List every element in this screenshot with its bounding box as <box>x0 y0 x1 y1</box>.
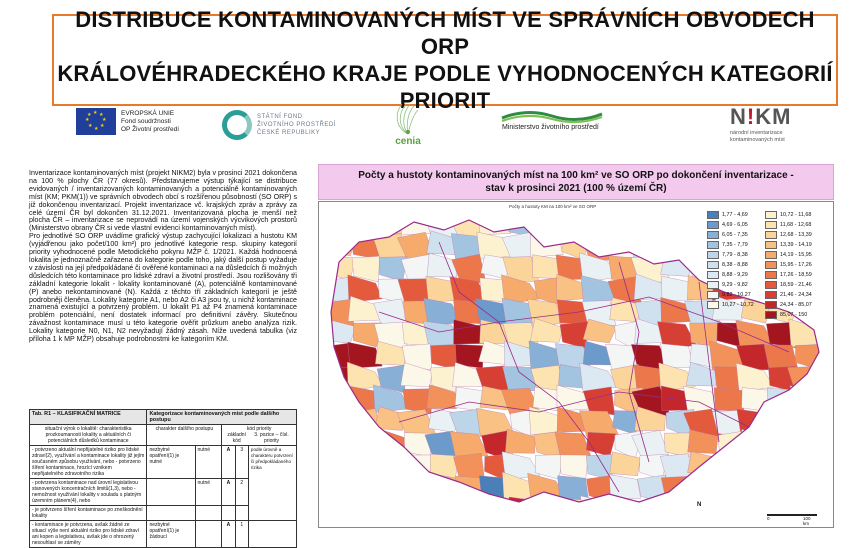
orp-region <box>530 230 563 257</box>
orp-region <box>431 344 459 369</box>
legend-left-swatch <box>707 291 719 299</box>
title-line-1: DISTRIBUCE KONTAMINOVANÝCH MÍST VE SPRÁVNÍCH OBVODECH ORP <box>75 7 815 59</box>
legend-right-label: 17,26 - 18,59 <box>780 272 812 278</box>
intro-text <box>29 170 297 410</box>
legend-left-swatch <box>707 301 719 309</box>
choropleth-map <box>318 201 834 528</box>
legend-right-swatch <box>765 271 777 279</box>
orp-region <box>349 209 382 233</box>
legend-left-item <box>707 290 754 300</box>
orp-region <box>327 432 355 457</box>
legend-right-item <box>765 210 812 220</box>
orp-region <box>635 209 666 233</box>
orp-region <box>739 429 770 453</box>
orp-region <box>814 451 853 481</box>
intro-paragraph-1: Inventarizace kontaminovaných míst (projekt NIKM2) byla v prosinci 2021 dokončena na 100 % plochy ČR (77 okresů). Představujeme výstup týkající se distribuce evidovaných / inventarizovaných kontaminovaných a potenciálně kontaminovaných míst (KM; PKM(1)) ve správních obvodech obcí s rozšířenou působností (SO ORP) s již dokončenou inventarizací. Projekt inventarizace vč. krajských zpráv a zprávy za celé území ČR byl dokončen 31.12.2021. Inventarizovaná plocha je menší než plocha ČR – inventarizace se neprovádí na území vojenských výcvikových prostorů (Ministerstvo obrany ČR si vede vlastní evidenci kontaminovaných míst). <box>29 169 297 233</box>
orp-region <box>346 496 385 525</box>
orp-region <box>557 476 588 500</box>
orp-region <box>710 454 748 480</box>
map-title-line-1: Počty a hustoty kontaminovaných míst na 100 km² ve SO ORP po dokončení inventarizace - <box>358 170 794 181</box>
eu-line1: EVROPSKÁ UNIE <box>121 109 175 117</box>
table-row: - potvrzena kontaminace nad úrovní legislativou stanovených koncentračních limitů(1,3), nebo - nemožnost využívání lokality v souladu s platným územním plánem(4), nebo nutné A 2 <box>30 479 297 506</box>
legend-left-swatch <box>707 261 719 269</box>
eu-flag-icon: ★ ★ ★ ★ ★ ★ ★ ★ <box>76 108 116 135</box>
orp-region <box>427 253 457 277</box>
legend-right-label: 15,95 - 17,26 <box>780 262 812 268</box>
legend-left-swatch <box>707 221 719 229</box>
legend-right-label: 21,46 - 24,34 <box>780 292 812 298</box>
orp-region <box>818 211 847 235</box>
legend-left-item <box>707 210 754 220</box>
orp-region <box>555 432 591 457</box>
orp-region <box>403 389 431 414</box>
orp-region <box>508 213 536 237</box>
orp-region <box>404 498 434 522</box>
orp-region <box>661 476 693 502</box>
sfzp-logo <box>222 110 336 140</box>
nikm-logo <box>730 104 791 144</box>
map-title <box>318 164 834 200</box>
legend-right-label: 18,59 - 21,46 <box>780 282 812 288</box>
legend-right-label: 14,19 - 15,95 <box>780 252 812 258</box>
legend-left-swatch <box>707 281 719 289</box>
orp-region <box>456 476 484 500</box>
legend-right-swatch <box>765 311 777 319</box>
orp-region <box>661 344 694 368</box>
orp-region <box>660 495 694 522</box>
orp-region <box>767 388 795 412</box>
orp-region <box>762 410 800 436</box>
legend-right-swatch <box>765 241 777 249</box>
orp-region <box>821 276 849 305</box>
orp-region <box>738 450 769 475</box>
col-header-situation: situační výrok o lokalitě: charakteristika prozkoumanosti lokality a aktuálních či potenciálních důsledků kontaminace <box>30 425 147 446</box>
orp-region <box>685 499 720 523</box>
legend-right-label: 12,68 - 13,39 <box>780 232 812 238</box>
legend-right <box>765 210 812 320</box>
orp-region <box>664 234 694 258</box>
orp-region <box>818 432 847 458</box>
orp-region <box>328 211 356 240</box>
orp-region <box>354 430 382 459</box>
north-arrow-icon: N <box>697 502 702 508</box>
legend-left-label: 8,88 - 9,29 <box>722 272 748 278</box>
legend-left-item <box>707 260 754 270</box>
orp-region <box>820 345 848 369</box>
orp-region <box>766 452 797 476</box>
table-row: - je potvrzeno šíření kontaminace po zneškodnění lokality <box>30 506 297 521</box>
legend-left-item <box>707 230 754 240</box>
legend-right-item <box>765 220 812 230</box>
legend-right-item <box>765 290 812 300</box>
orp-region <box>377 498 406 523</box>
legend-right-item <box>765 250 812 260</box>
nikm-km: KM <box>755 104 792 129</box>
orp-region <box>790 428 824 456</box>
legend-left-swatch <box>707 251 719 259</box>
orp-region <box>530 498 565 523</box>
orp-region <box>560 455 588 479</box>
nikm-n: N <box>730 104 747 129</box>
orp-region <box>766 432 796 456</box>
orp-region <box>323 407 355 433</box>
orp-region <box>430 497 458 526</box>
orp-region <box>327 499 357 523</box>
orp-region <box>530 208 563 235</box>
orp-region <box>822 497 850 526</box>
orp-region <box>319 453 359 480</box>
eu-line3: OP Životní prostředí <box>121 125 180 133</box>
table-row: - kontaminace je potvrzena, avšak žádné ze situací výše není aktuální riziko pro lidské zdraví ani kopen a legislativou, avšak jde o ohrozený nesouhlasí se záměry nezbytné opatření(1) je žádoucí A 1 <box>30 521 297 548</box>
orp-region <box>788 454 826 480</box>
col-header-code-b: 3. pozice – čísl. priority <box>254 432 289 444</box>
orp-region <box>714 388 744 412</box>
orp-region <box>324 232 356 256</box>
eu-logo <box>76 108 179 135</box>
sfzp-line3: ČESKÉ REPUBLIKY <box>257 130 321 136</box>
orp-region <box>718 431 746 460</box>
title-line-2: KRÁLOVÉHRADECKÉHO KRAJE PODLE VYHODNOCENÝCH KATEGORIÍ <box>57 61 833 86</box>
table-caption: Tab. R1 – KLASIFIKAČNÍ MATRICE <box>30 410 147 425</box>
orp-region <box>819 234 847 260</box>
orp-region <box>479 209 511 234</box>
orp-region <box>559 213 587 237</box>
orp-region <box>789 409 825 436</box>
orp-region <box>818 320 848 344</box>
legend-right-swatch <box>765 221 777 229</box>
orp-region <box>609 497 641 521</box>
orp-region <box>742 388 771 412</box>
orp-region <box>818 409 848 437</box>
legend-right-label: 24,34 - 85,07 <box>780 302 812 308</box>
legend-right-label: 13,39 - 14,19 <box>780 242 812 248</box>
nikm-sub2: kontaminovaných míst <box>730 137 785 143</box>
map-title-line-2: stav k prosinci 2021 (100 % území ČR) <box>485 183 667 194</box>
legend-right-swatch <box>765 301 777 309</box>
legend-right-item <box>765 300 812 310</box>
cenia-logo <box>388 100 428 147</box>
scale-label-0: 0 <box>767 516 770 521</box>
legend-right-label: 10,72 - 11,68 <box>780 212 812 218</box>
table-caption-2: Kategorizace kontaminovaných míst podle dalšího postupu <box>147 410 297 425</box>
legend-right-item <box>765 230 812 240</box>
orp-region <box>320 388 357 413</box>
nikm-sub1: národní inventarizace <box>730 130 783 136</box>
logo-strip <box>70 100 830 152</box>
mzp-name: Ministerstvo životního prostředí <box>502 124 599 131</box>
legend-right-label: 11,68 - 12,68 <box>780 222 812 228</box>
legend-left-label: 7,79 - 8,38 <box>722 252 748 258</box>
legend-right-item <box>765 270 812 280</box>
legend-left-item <box>707 240 754 250</box>
legend-left-label: 8,38 - 8,88 <box>722 262 748 268</box>
legend-left-label: 10,27 - 10,72 <box>722 302 754 308</box>
orp-region <box>710 496 749 524</box>
mzp-wave-icon <box>502 106 602 124</box>
legend-left-swatch <box>707 211 719 219</box>
legend-right-swatch <box>765 261 777 269</box>
legend-left-swatch <box>707 271 719 279</box>
legend-right-item <box>765 260 812 270</box>
legend-right-swatch <box>765 211 777 219</box>
legend-left-label: 9,82 - 10,27 <box>722 292 751 298</box>
orp-region <box>374 428 405 453</box>
legend-left <box>707 210 754 310</box>
cenia-name: cenia <box>395 136 421 147</box>
orp-region <box>555 498 591 523</box>
orp-region <box>687 477 718 502</box>
legend-left-item <box>707 250 754 260</box>
legend-left-swatch <box>707 241 719 249</box>
orp-region <box>583 212 615 236</box>
cenia-swirl-icon <box>388 100 428 136</box>
orp-region <box>787 367 826 393</box>
map-small-title: Počty a hustoty KM na 100 km² ve SO ORP <box>509 204 597 209</box>
intro-paragraph-2: Pro jednotlivé SO ORP uvádíme grafický výstup zachycující lokalizaci a hustotu KM (vyjádřenou jako počet/100 km²) pro jednotlivé kategorie resp. skupiny kategorií priority vyhodnocené podle Metodického pokynu MŽP č. 1/2021. Každá hodnocená lokalita je jednoznačně zařazena do kategorie podle toho, jaký další postup vyžaduje v závislosti na její předpokládané či ověřené kontaminaci a na důsledcích či možných důsledcích této kontaminace pro lidské zdraví a životní prostředí. Jsou rozlišovány tři základní kategorie lokalit - lokality kontaminované (A), potenciálně kontaminované (P) anebo nekontaminované (N). Každá z těchto tří základních kategorií je ještě podrobněji členěna. Lokality kategorie A1, nebo A2 či A3 jsou ty, u nichž kontaminace znamená existující a potvrzený problém. U lokalit P1 až P4 znamená kontaminace problém potenciální, není dostatek informací pro definitivní závěry. Skutečnou závažnost kontaminace musí u této kategorie ověřit průzkum anebo analýza rizik. Lokality kategorie N0, N1, N2 nevyžadují žádný zásah. Níže uvedená tabulka (viz příloha 1 k MP MŽP) obsahuje podrobnostmi ke kategoriím KM. <box>29 232 297 344</box>
orp-region <box>740 474 772 498</box>
orp-region <box>819 365 847 394</box>
title-line-3: PRIORIT <box>399 88 491 113</box>
orp-region <box>375 451 408 475</box>
mzp-logo <box>502 106 602 131</box>
legend-right-swatch <box>765 231 777 239</box>
orp-region <box>376 476 405 501</box>
legend-left-item <box>707 300 754 310</box>
col-header-action: charakter dalšího postupu <box>147 425 222 446</box>
legend-right-label: 85,07 - 150 <box>780 312 808 318</box>
legend-right-item <box>765 280 812 290</box>
legend-left-item <box>707 270 754 280</box>
scale-bar <box>767 514 817 526</box>
eu-line2: Fond soudržnosti <box>121 117 171 125</box>
orp-region <box>816 296 848 320</box>
scale-label-1: 100 km <box>803 516 811 526</box>
sfzp-line2: ŽIVOTNÍHO PROSTŘEDÍ <box>257 122 336 128</box>
orp-region <box>352 235 380 259</box>
legend-right-swatch <box>765 251 777 259</box>
legend-right-item <box>765 310 812 320</box>
legend-left-item <box>707 220 754 230</box>
orp-region <box>609 211 641 235</box>
orp-region <box>795 345 823 370</box>
col-header-code-a: základní kód <box>227 432 246 444</box>
orp-region <box>402 474 435 498</box>
orp-region <box>817 385 850 409</box>
orp-region <box>476 496 515 524</box>
classification-table <box>29 409 297 546</box>
legend-right-swatch <box>765 281 777 289</box>
orp-region <box>790 386 824 412</box>
czech-map-svg <box>319 202 833 527</box>
legend-left-label: 4,69 - 6,05 <box>722 222 748 228</box>
legend-left-label: 6,05 - 7,35 <box>722 232 748 238</box>
table-row: - potvrzeno aktuální nepřijatelné riziko pro lidské zdraví(2), využívání a kontaminace lokality již jejím současném způsobu využívání, nebo - potvrzeno šíření kontaminace, hrozící vznikem nepřijatelného zdravotního rizika nezbytné opatření(1) je nutné nutné A 3 podle úrovně a charakteru potvrzení či předpokládaného rizika <box>30 446 297 479</box>
legend-left-swatch <box>707 231 719 239</box>
legend-left-label: 1,77 - 4,69 <box>722 212 748 218</box>
legend-left-label: 7,35 - 7,79 <box>722 242 748 248</box>
legend-right-swatch <box>765 291 777 299</box>
legend-left-item <box>707 280 754 290</box>
orp-region <box>715 475 744 499</box>
orp-region <box>789 319 825 347</box>
legend-left-label: 9,29 - 9,82 <box>722 282 748 288</box>
orp-region <box>451 494 487 522</box>
col-header-code: kód priority základní kód 3. pozice – čísl. priority <box>222 425 297 446</box>
orp-region <box>322 472 357 500</box>
orp-region <box>768 475 796 503</box>
orp-region <box>350 476 380 500</box>
legend-right-item <box>765 240 812 250</box>
orp-region <box>660 252 693 276</box>
sfzp-line1: STÁTNÍ FOND <box>257 114 303 120</box>
nikm-exclaim: ! <box>746 104 756 129</box>
orp-region <box>820 474 848 503</box>
sfzp-circle-icon <box>222 110 252 140</box>
orp-region <box>346 450 385 480</box>
orp-region <box>665 211 693 240</box>
orp-region <box>790 477 824 501</box>
orp-region <box>455 387 485 411</box>
orp-region <box>813 253 852 282</box>
